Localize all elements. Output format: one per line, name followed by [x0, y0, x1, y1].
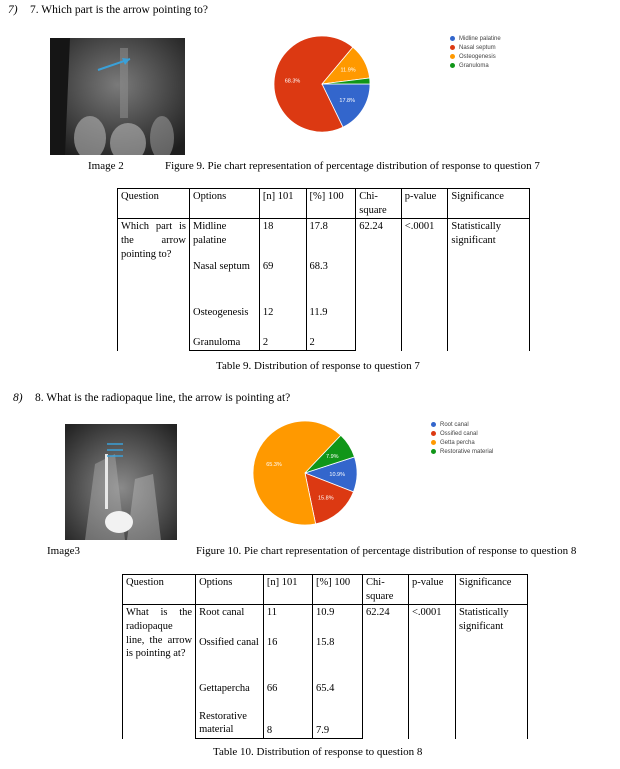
- table-header-cell: Question: [118, 189, 190, 219]
- table-n-cell: 12: [259, 305, 306, 335]
- table-10-header-row: [123, 575, 528, 605]
- table-pct-cell: 2: [306, 335, 356, 351]
- table-n-cell: 18: [259, 219, 306, 259]
- table-n-cell: 16: [263, 635, 312, 681]
- legend-item-getta-percha: Getta percha: [431, 438, 493, 447]
- table-header-cell: Chi-square: [363, 575, 409, 605]
- table-pct-cell: 7.9: [312, 709, 362, 739]
- table-header-cell: Significance: [448, 189, 530, 219]
- question-8-number: 8): [13, 392, 23, 404]
- table-option-cell: Nasal septum: [190, 259, 260, 305]
- xray-image-2: [50, 38, 185, 155]
- table-option-cell: Osteogenesis: [190, 305, 260, 335]
- table-question-cell: Which part is the arrow pointing to?: [118, 219, 190, 351]
- image-2-caption: Image 2: [88, 160, 124, 172]
- table-9-caption: Table 9. Distribution of response to question 7: [216, 360, 420, 372]
- table-option-cell: Ossified canal: [196, 635, 264, 681]
- table-10: [122, 574, 528, 739]
- table-n-cell: 11: [263, 605, 312, 635]
- table-9: [117, 188, 530, 351]
- pie-label-osteogenesis: 11.9%: [340, 67, 356, 74]
- table-option-cell: Granuloma: [190, 335, 260, 351]
- question-7-text: 7. Which part is the arrow pointing to?: [30, 4, 208, 16]
- pie-label-getta-percha: 65.3%: [266, 462, 282, 469]
- table-header-cell: Chi-square: [356, 189, 402, 219]
- table-p-value-cell: <.0001: [408, 605, 455, 739]
- table-n-cell: 69: [259, 259, 306, 305]
- table-header-cell: p-value: [401, 189, 448, 219]
- table-pct-cell: 68.3: [306, 259, 356, 305]
- table-significance-cell: Statistically significant: [448, 219, 530, 351]
- legend-item-root-canal: Root canal: [431, 420, 493, 429]
- question-8-heading: [13, 392, 290, 404]
- legend-question-7: [450, 34, 501, 70]
- table-chi-square-cell: 62.24: [356, 219, 402, 351]
- legend-item-midline-palatine: Midline palatine: [450, 34, 501, 43]
- legend-item-nasal-septum: Nasal septum: [450, 43, 501, 52]
- pie-label-ossified-canal: 15.8%: [317, 495, 334, 502]
- table-significance-cell: Statistically significant: [455, 605, 527, 739]
- table-row: [118, 219, 530, 259]
- legend-item-restorative-material: Restorative material: [431, 447, 493, 456]
- table-option-cell: Restorative material: [196, 709, 264, 739]
- table-header-cell: Question: [123, 575, 196, 605]
- question-7-number: 7): [8, 4, 18, 16]
- pie-label-root-canal: 10.9%: [329, 471, 346, 478]
- legend-item-osteogenesis: Osteogenesis: [450, 52, 501, 61]
- legend-item-ossified-canal: Ossified canal: [431, 429, 493, 438]
- table-question-cell: What is the radiopaque line, the arrow is pointing at?: [123, 605, 196, 739]
- pie-chart-question-8: [248, 414, 368, 534]
- table-header-cell: [%] 100: [306, 189, 356, 219]
- table-pct-cell: 15.8: [312, 635, 362, 681]
- table-header-cell: Options: [190, 189, 260, 219]
- image-3-caption: Image3: [47, 545, 80, 557]
- table-n-cell: 8: [263, 709, 312, 739]
- figure-10-caption: Figure 10. Pie chart representation of percentage distribution of response to question 8: [196, 545, 577, 557]
- legend-item-granuloma: Granuloma: [450, 61, 501, 70]
- table-p-value-cell: <.0001: [401, 219, 448, 351]
- question-8-text: 8. What is the radiopaque line, the arrow is pointing at?: [35, 392, 291, 404]
- table-option-cell: Midline palatine: [190, 219, 260, 259]
- table-n-cell: 2: [259, 335, 306, 351]
- table-header-cell: Significance: [455, 575, 527, 605]
- figure-9-caption: Figure 9. Pie chart representation of percentage distribution of response to question 7: [165, 160, 540, 172]
- pie-label-nasal-septum: 68.3%: [284, 78, 301, 85]
- pie-label-midline-palatine: 17.8%: [339, 97, 356, 104]
- table-9-header-row: [118, 189, 530, 219]
- pie-chart-question-7: [270, 30, 380, 140]
- table-row: [123, 605, 528, 635]
- table-pct-cell: 65.4: [312, 681, 362, 709]
- xray-image-3-graphic: [65, 424, 177, 540]
- table-header-cell: p-value: [408, 575, 455, 605]
- table-header-cell: [%] 100: [312, 575, 362, 605]
- question-7-heading: [8, 4, 208, 16]
- legend-question-8: [431, 420, 493, 456]
- pie-label-restorative-material: 7.9%: [326, 453, 339, 460]
- xray-image-2-graphic: [50, 38, 185, 155]
- table-chi-square-cell: 62.24: [363, 605, 409, 739]
- table-pct-cell: 17.8: [306, 219, 356, 259]
- table-header-cell: [n] 101: [259, 189, 306, 219]
- table-option-cell: Root canal: [196, 605, 264, 635]
- table-n-cell: 66: [263, 681, 312, 709]
- xray-image-3: [65, 424, 177, 540]
- table-pct-cell: 11.9: [306, 305, 356, 335]
- table-pct-cell: 10.9: [312, 605, 362, 635]
- table-header-cell: [n] 101: [263, 575, 312, 605]
- table-option-cell: Gettapercha: [196, 681, 264, 709]
- table-header-cell: Options: [196, 575, 264, 605]
- table-10-caption: Table 10. Distribution of response to question 8: [213, 746, 423, 758]
